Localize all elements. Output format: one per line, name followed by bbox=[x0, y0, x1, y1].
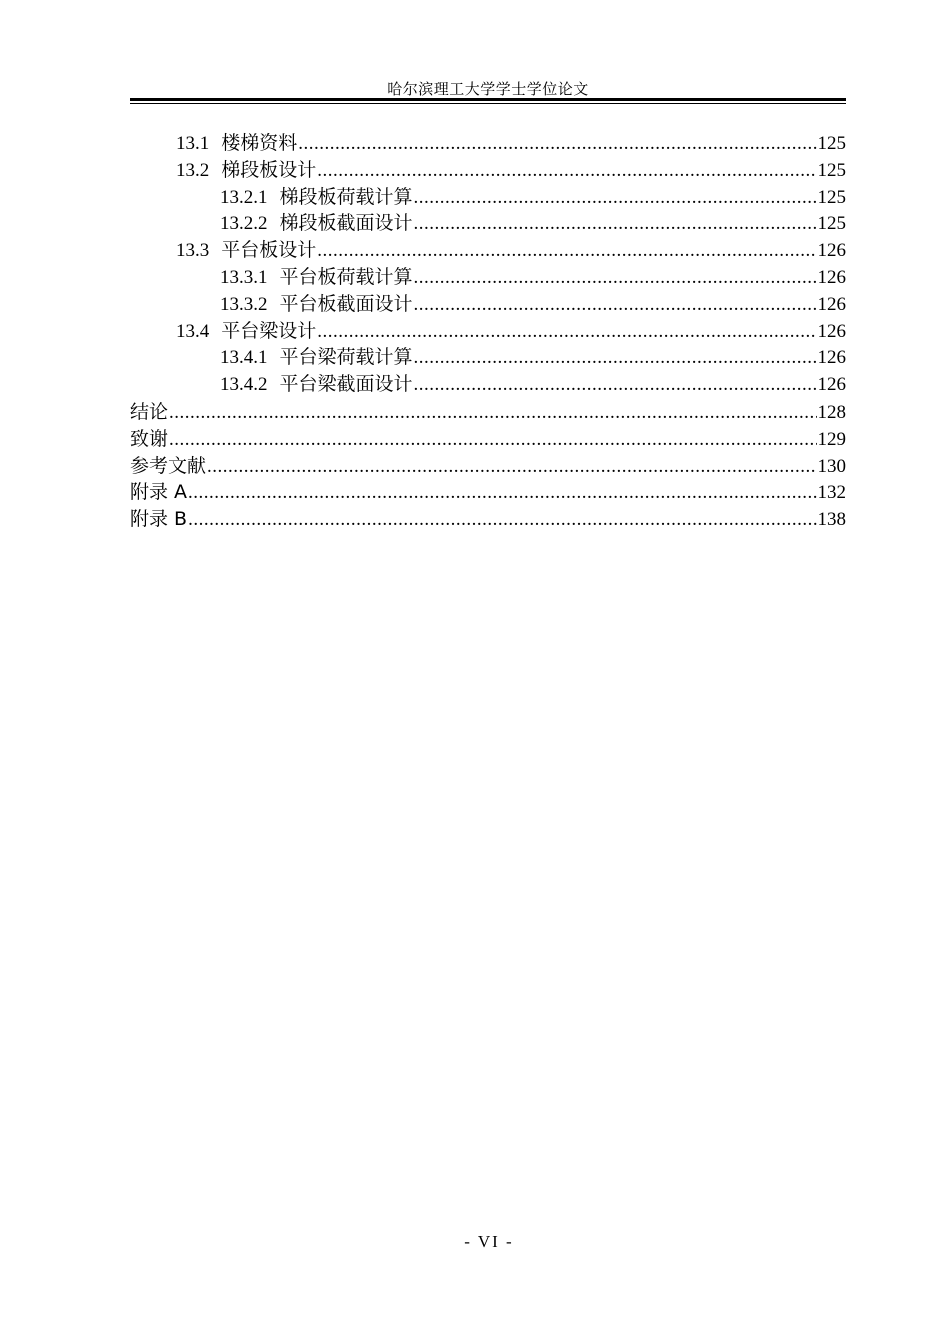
toc-entry[interactable] bbox=[130, 238, 846, 265]
toc-entry-label: 参考文献 bbox=[130, 454, 207, 477]
toc-entry[interactable] bbox=[130, 292, 846, 319]
toc-entry-number: 13.3 bbox=[176, 240, 210, 262]
toc-entry-page: 126 bbox=[817, 266, 846, 288]
toc-leader-dots bbox=[317, 238, 816, 265]
toc-entry-page: 126 bbox=[817, 374, 846, 396]
toc-entry-number: 13.3.1 bbox=[220, 266, 268, 288]
toc-leader-dots bbox=[414, 345, 817, 372]
toc-entry-label: 平台梁截面设计 bbox=[279, 374, 413, 396]
header-rule-thin bbox=[130, 103, 846, 104]
toc-entry[interactable] bbox=[130, 185, 846, 212]
toc-entry[interactable] bbox=[130, 399, 846, 426]
toc-entry-page: 138 bbox=[817, 509, 846, 531]
toc-entry-title bbox=[130, 479, 187, 506]
toc-entry-title bbox=[176, 131, 297, 158]
toc-entry-label: 平台梁设计 bbox=[221, 320, 317, 342]
toc-entry-page: 125 bbox=[817, 186, 846, 208]
toc-entry[interactable] bbox=[130, 131, 846, 158]
toc-leader-dots bbox=[414, 265, 817, 292]
toc-entry-page: 126 bbox=[817, 347, 846, 369]
toc-entry-label: 附录 A bbox=[130, 481, 188, 504]
toc-entry-page: 132 bbox=[817, 482, 846, 504]
toc-leader-dots bbox=[414, 372, 817, 399]
toc-entry-number: 13.3.2 bbox=[220, 293, 268, 315]
toc-entry-page: 126 bbox=[817, 293, 846, 315]
toc-entry-page: 125 bbox=[817, 133, 846, 154]
toc-entry-page: 130 bbox=[817, 455, 846, 477]
toc-leader-dots bbox=[414, 185, 817, 212]
toc-entry-title bbox=[176, 238, 316, 265]
toc-entry-title bbox=[176, 319, 316, 346]
toc-entry[interactable] bbox=[130, 506, 846, 533]
toc-entry-label: 附录 B bbox=[130, 508, 188, 531]
toc-entry[interactable] bbox=[130, 453, 846, 480]
toc-entry-title bbox=[130, 453, 206, 480]
toc-entry[interactable] bbox=[130, 319, 846, 346]
toc-entry-number: 13.4.1 bbox=[220, 347, 268, 369]
toc-leader-dots bbox=[317, 319, 816, 346]
toc-entry-number: 13.2.2 bbox=[220, 213, 268, 235]
toc-entry[interactable] bbox=[130, 158, 846, 185]
toc-entry-title bbox=[220, 345, 413, 372]
toc-leader-dots bbox=[169, 400, 816, 427]
toc-entry-page: 126 bbox=[817, 320, 846, 342]
toc-leader-dots bbox=[414, 211, 817, 238]
toc-entry-page: 129 bbox=[817, 428, 846, 450]
toc-leader-dots bbox=[207, 454, 816, 481]
toc-entry[interactable] bbox=[130, 479, 846, 506]
header-rule-thick bbox=[130, 98, 846, 101]
toc-entry-title bbox=[220, 372, 413, 399]
toc-entry-label: 楼梯资料 bbox=[221, 133, 298, 154]
toc-entry[interactable] bbox=[130, 426, 846, 453]
toc-leader-dots bbox=[317, 158, 816, 185]
toc-leader-dots bbox=[298, 131, 816, 158]
table-of-contents bbox=[130, 131, 846, 533]
toc-entry-title bbox=[130, 426, 168, 453]
toc-entry[interactable] bbox=[130, 265, 846, 292]
toc-entry-title bbox=[220, 292, 413, 319]
toc-entry[interactable] bbox=[130, 372, 846, 399]
toc-leader-dots bbox=[169, 427, 816, 454]
toc-entry-number: 13.4 bbox=[176, 320, 210, 342]
toc-entry-title bbox=[130, 399, 168, 426]
toc-entry-page: 128 bbox=[817, 401, 846, 423]
toc-entry-title bbox=[220, 211, 413, 238]
toc-entry-title bbox=[130, 506, 187, 533]
toc-entry-label: 梯段板荷载计算 bbox=[279, 186, 413, 208]
toc-entry-title bbox=[220, 185, 413, 212]
toc-entry-label: 致谢 bbox=[130, 427, 169, 450]
page-number: - VI - bbox=[464, 1232, 514, 1251]
toc-entry-label: 梯段板设计 bbox=[221, 159, 317, 181]
toc-entry-title bbox=[176, 158, 316, 185]
toc-entry-label: 平台梁荷载计算 bbox=[279, 347, 413, 369]
toc-entry-number: 13.4.2 bbox=[220, 374, 268, 396]
toc-entry-title bbox=[220, 265, 413, 292]
toc-entry-page: 125 bbox=[817, 213, 846, 235]
toc-entry-label: 结论 bbox=[130, 400, 169, 423]
toc-entry-number: 13.2 bbox=[176, 159, 210, 181]
header-title: 哈尔滨理工大学学士学位论文 bbox=[387, 82, 589, 98]
toc-leader-dots bbox=[188, 507, 816, 534]
toc-leader-dots bbox=[414, 292, 817, 319]
toc-entry-label: 平台板截面设计 bbox=[279, 293, 413, 315]
toc-entry[interactable] bbox=[130, 345, 846, 372]
toc-entry[interactable] bbox=[130, 211, 846, 238]
toc-entry-page: 125 bbox=[817, 159, 846, 181]
toc-leader-dots bbox=[188, 480, 816, 507]
toc-entry-page: 126 bbox=[817, 240, 846, 262]
toc-entry-number: 13.2.1 bbox=[220, 186, 268, 208]
toc-entry-number: 13.1 bbox=[176, 133, 210, 154]
toc-entry-label: 平台板荷载计算 bbox=[279, 266, 413, 288]
toc-entry-label: 梯段板截面设计 bbox=[279, 213, 413, 235]
toc-entry-label: 平台板设计 bbox=[221, 240, 317, 262]
